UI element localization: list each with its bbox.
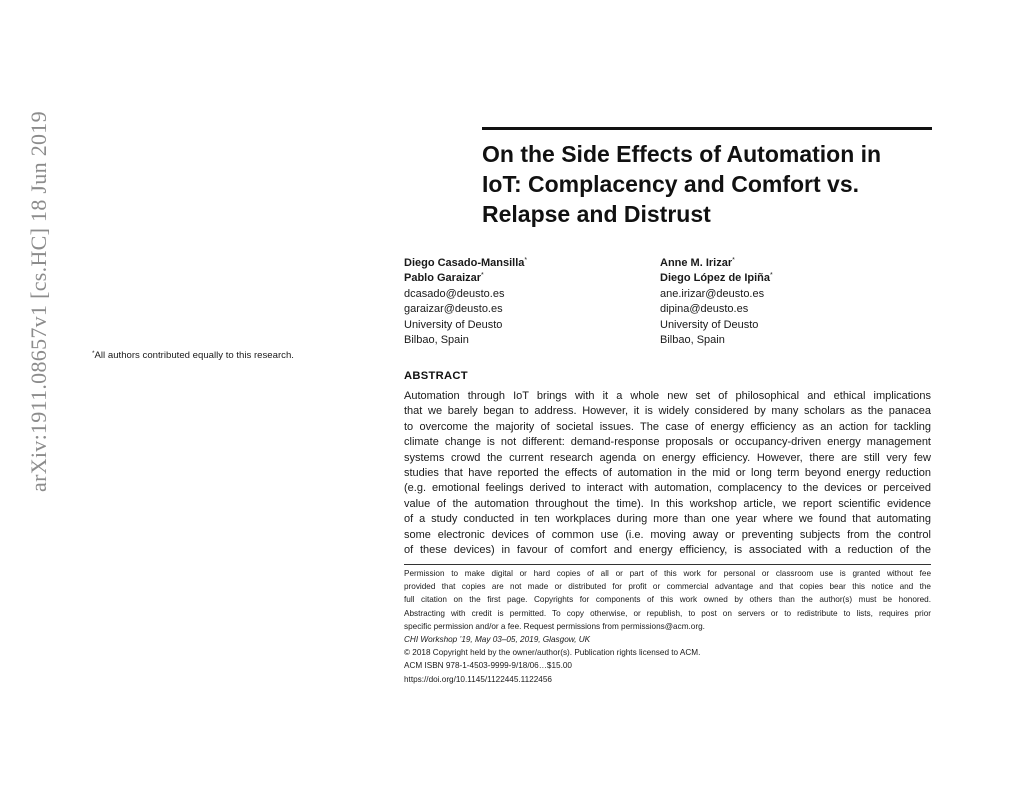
copyright-line: © 2018 Copyright held by the owner/author(s). Publication rights licensed to ACM. <box>404 648 701 658</box>
permission-block <box>404 567 931 686</box>
author-name: Pablo Garaizar* <box>404 272 484 285</box>
permission-line: full citation on the first page. Copyrights for components of this work owned by others than the author(s) must be honored. <box>404 595 931 605</box>
author-marker: * <box>524 257 528 264</box>
author-marker: * <box>481 272 484 280</box>
abstract-line: that we barely began to address. However, it is widely considered by many scholars as the panacea <box>404 405 931 418</box>
abstract-line: studies that have reported the effects of automation in the mid or long term beyond energy reduction <box>404 467 931 480</box>
abstract-line: Automation through IoT brings with it a whole new set of philosophical and ethical implications <box>404 390 931 402</box>
author-affiliation: University of Deusto <box>660 318 759 331</box>
title-rule <box>482 127 932 130</box>
author-name: Diego López de Ipiña* <box>660 272 773 285</box>
footnote-marker: * <box>92 350 95 357</box>
author-block-left <box>404 256 644 348</box>
author-email: dipina@deusto.es <box>660 303 749 316</box>
isbn-line: ACM ISBN 978-1-4503-9999-9/18/06…$15.00 <box>404 661 572 671</box>
author-email: ane.irizar@deusto.es <box>660 287 765 300</box>
abstract-line: (e.g. emotional feelings derived to interact with automation, complacency to the devices or perceived <box>404 482 931 495</box>
permission-rule <box>404 564 931 565</box>
author-affiliation: University of Deusto <box>404 318 503 331</box>
permission-line: Abstracting with credit is permitted. To copy otherwise, or republish, to post on servers or to redistribute to lists, requires prior <box>404 608 931 618</box>
author-name: Diego Casado-Mansilla* <box>404 257 528 269</box>
doi-link[interactable]: https://doi.org/10.1145/1122445.1122456 <box>404 674 552 684</box>
author-marker: * <box>770 272 773 280</box>
equal-contribution-footnote <box>92 349 314 362</box>
abstract-line: systems crowd the current research agenda on energy efficiency. However, there are still very few <box>404 451 931 464</box>
author-location: Bilbao, Spain <box>404 334 469 347</box>
abstract-line: to overcome the majority of societal issues. The case of energy efficiency as an action for tackling <box>404 420 931 433</box>
permission-line: Permission to make digital or hard copies of all or part of this work for personal or classroom use is granted without fee <box>404 569 931 578</box>
footnote-text: All authors contributed equally to this research. <box>94 350 294 361</box>
author-email: dcasado@deusto.es <box>404 287 505 300</box>
author-email: garaizar@deusto.es <box>404 303 503 316</box>
abstract-heading: ABSTRACT <box>404 370 468 382</box>
title-line: On the Side Effects of Automation in <box>482 141 882 167</box>
author-name: Anne M. Irizar* <box>660 257 735 269</box>
abstract-line: value of the automation throughout the time). In this workshop article, we report scientific evidence <box>404 497 931 510</box>
permission-line: provided that copies are not made or distributed for profit or commercial advantage and that copies bear this notice and the <box>404 582 931 592</box>
author-marker: * <box>732 257 735 264</box>
permission-notice <box>404 567 931 633</box>
permission-line: specific permission and/or a fee. Request permissions from permissions@acm.org. <box>404 621 705 631</box>
conference-info: CHI Workshop ’19, May 03–05, 2019, Glasgow, UK <box>404 635 591 645</box>
abstract-line: some electronic devices of common use (i.e. moving away or preventing subjects from the control <box>404 528 931 541</box>
author-location: Bilbao, Spain <box>660 334 725 347</box>
abstract-body <box>404 389 931 558</box>
author-block-right <box>660 256 900 348</box>
arxiv-identifier: arXiv:1911.08657v1 [cs.HC] 18 Jun 2019 <box>26 111 51 492</box>
abstract-line: climate change is not different: demand-response proposals or occupancy-driven energy management <box>404 436 931 449</box>
abstract-line: of these devices) in favour of comfort and energy efficiency, is associated with a reduction of the <box>404 544 931 557</box>
abstract-line: of a study conducted in ten workplaces during more than one year where we found that automating <box>404 513 931 526</box>
paper-title <box>482 139 952 229</box>
title-line: Relapse and Distrust <box>482 201 711 227</box>
title-line: IoT: Complacency and Comfort vs. <box>482 171 860 197</box>
